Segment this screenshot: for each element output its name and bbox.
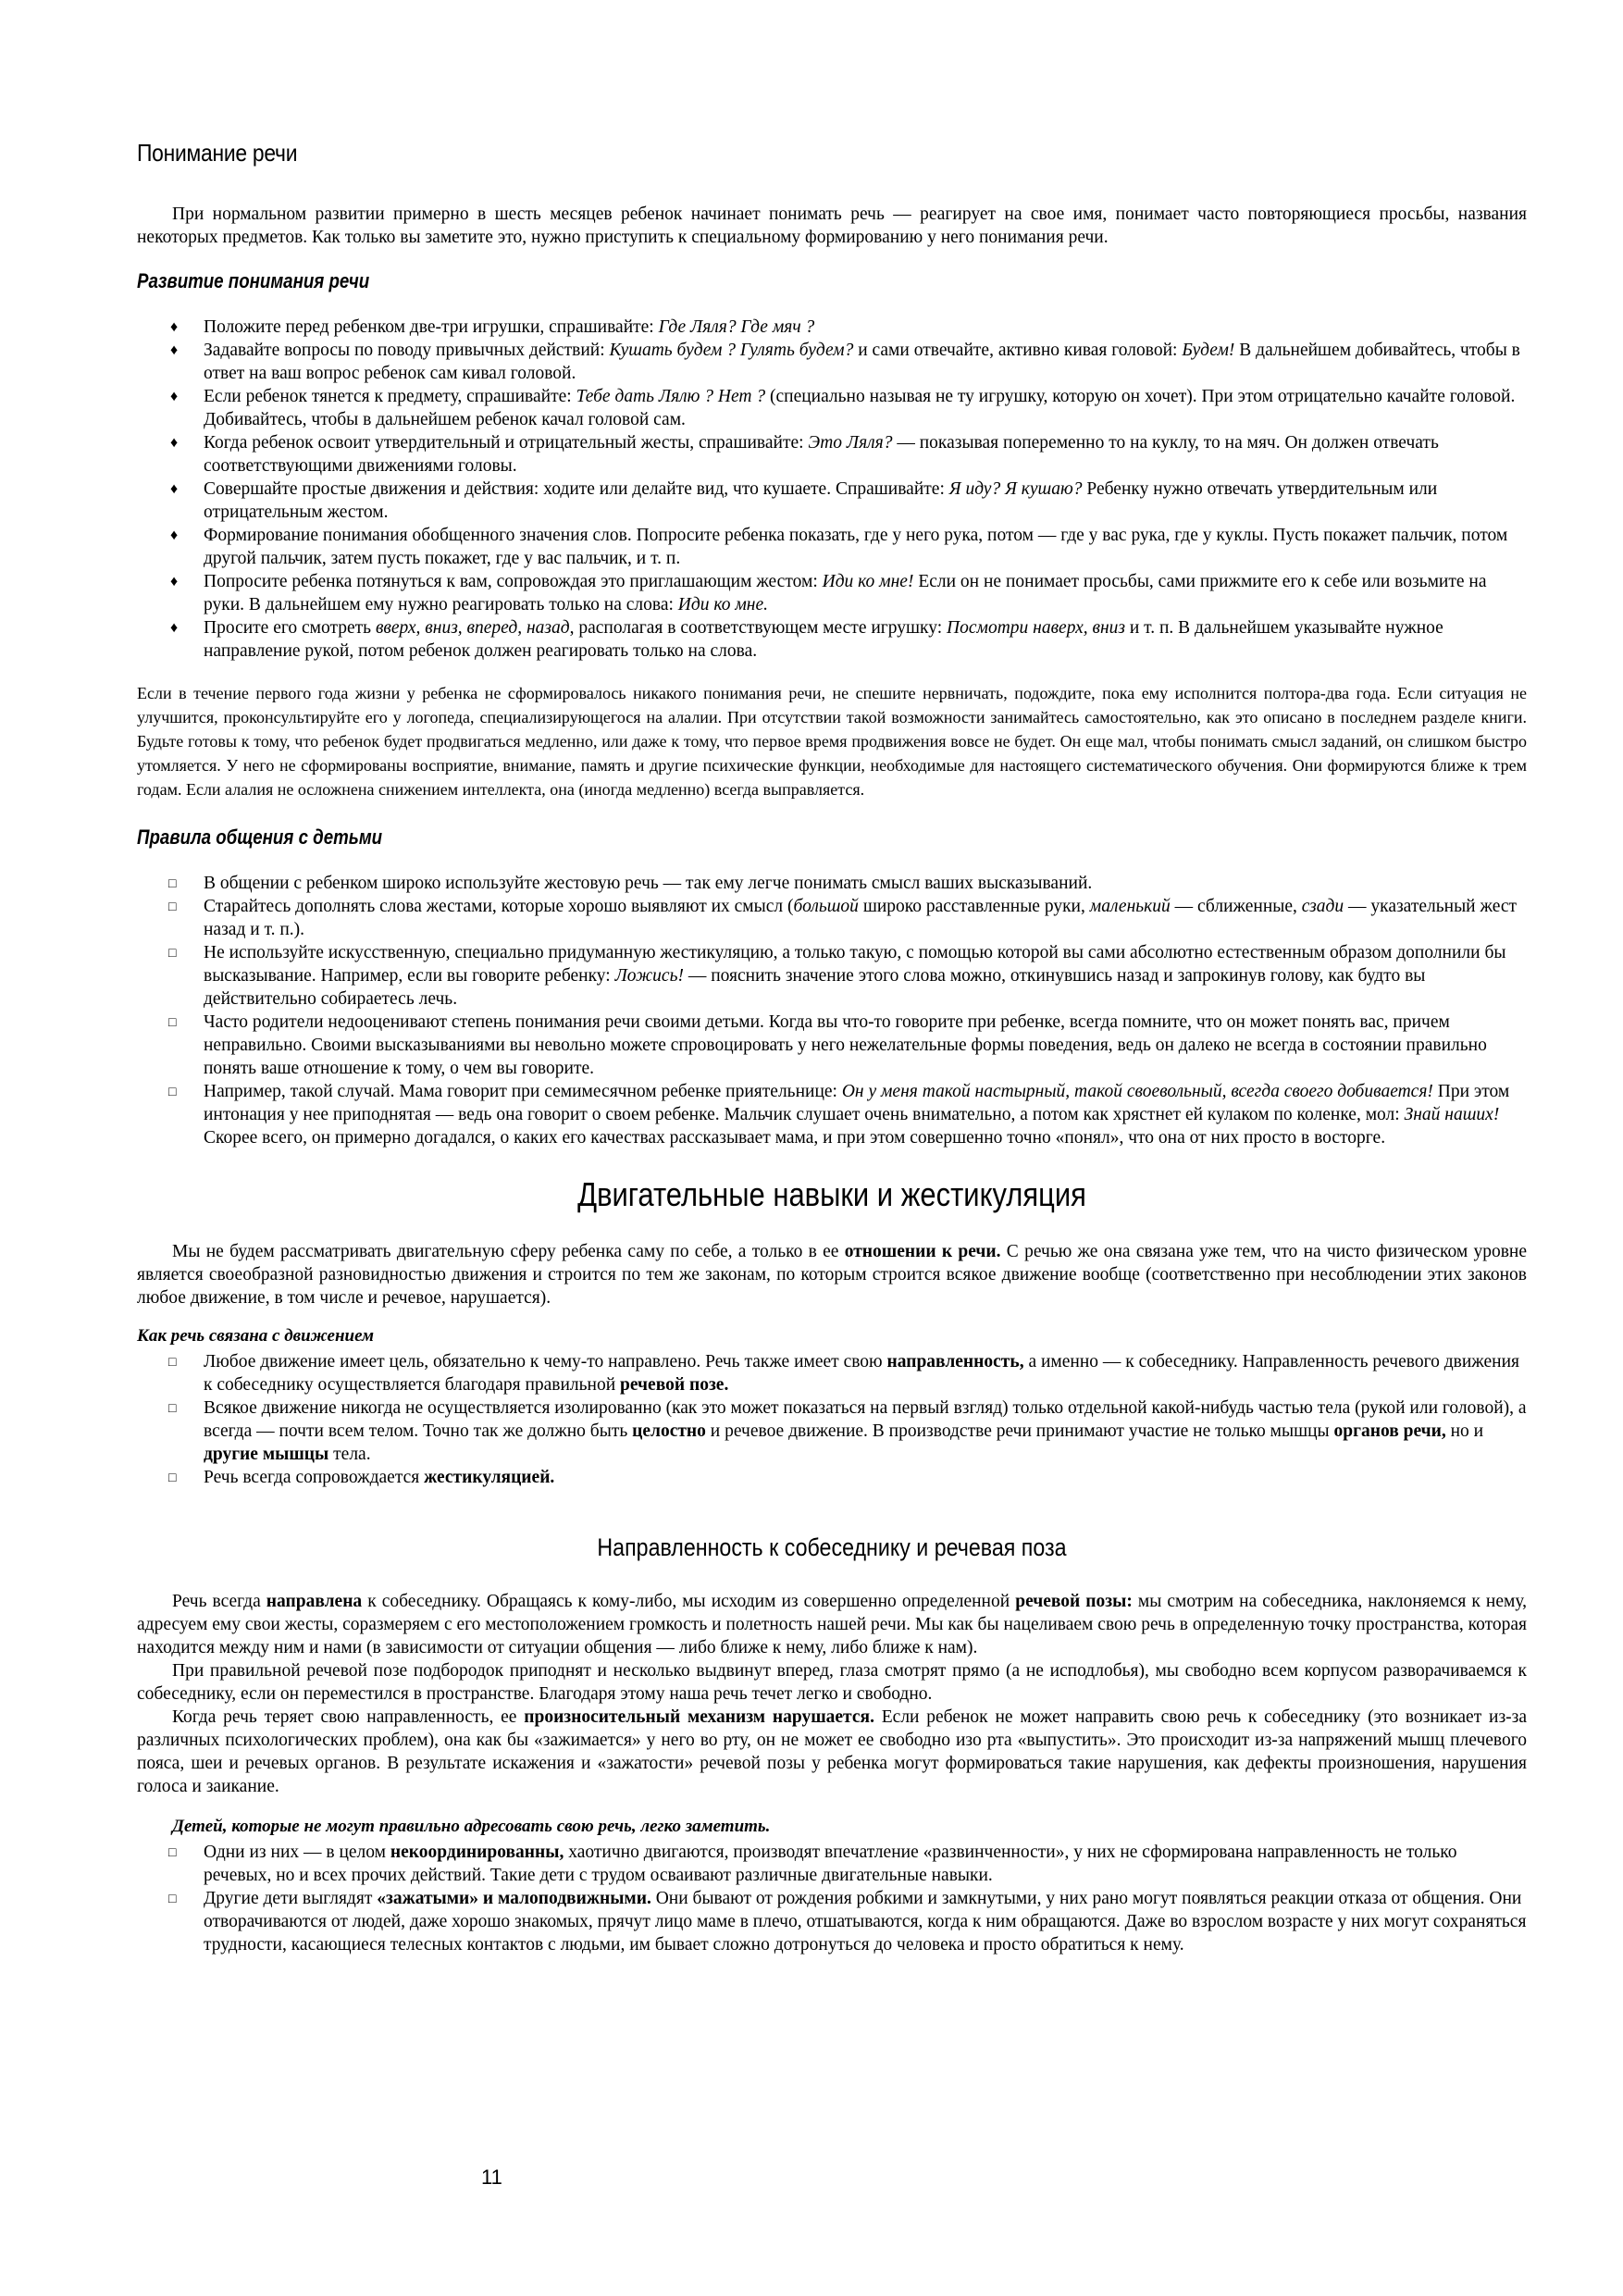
emphasis-text: маленький [1089,897,1171,916]
square-bullet-icon: □ [168,900,177,914]
emphasis-text: большой [793,897,859,916]
text-run: (специально называя не ту игрушку, которую он хочет). При этом отрицательно качайте головой. Добивайтесь, чтобы в дальнейшем ребенок качал головой сам. [204,387,1516,429]
diamond-bullet-icon: ♦ [170,389,179,404]
bold-text: произносительный механизм нарушается. [524,1707,874,1727]
text-run: Часто родители недооценивают степень понимания речи своими детьми. Когда вы что-то говорите при ребенке, всегда помните, что он может понять вас, причем неправильно. Своими высказываниями вы невольно можете спровоцировать у него нежелательные формы поведения, ведь он далеко не всегда в состоянии правильно понять ваше отношение к тому, о чем вы говорите. [204,1012,1487,1078]
list-item [168,1011,1527,1080]
emphasis-text: вверх, вниз, вперед, назад [375,618,570,638]
text-run: Ребенку нужно отвечать утвердительным или отрицательным жестом. [204,479,1438,522]
text-run: В дальнейшем добивайтесь, чтобы в ответ на ваш вопрос ребенок сам кивал головой. [204,341,1520,383]
text-run: Задавайте вопросы по поводу привычных действий: [204,341,610,360]
text-run: мы смотрим на собеседника, наклоняемся к нему, адресуем ему свои жесты, соразмеряем с его местоположением громкость и полетность нашей речи. Мы как бы нацеливаем свою речь в определенную точку пространства, которая находится между ним и нами (в зависимости от ситуации общения — либо ближе к нему, либо ближе к нам). [137,1592,1527,1657]
text-run: При этом интонация у нее приподнятая — ведь она говорит о своем ребенке. Мальчик слушает очень внимательно, а потом как хрястнет ей кулаком по коленке, мол: [204,1082,1510,1124]
document-page [137,139,1527,1979]
text-run: и сами отвечайте, активно кивая головой: [853,341,1183,360]
square-bullet-icon: □ [168,877,177,891]
text-run: Когда ребенок освоит утвердительный и отрицательный жесты, спрашивайте: [204,433,809,453]
square-bullet-icon: □ [168,1893,177,1906]
text-run: — показывая попеременно то на куклу, то на мяч. Он должен отвечать соответствующими движениями головы. [204,433,1439,476]
movement-heading: Как речь связана с движением [137,1326,375,1346]
list-item [170,385,1527,431]
emphasis-text: Я иду? Я кушаю? [948,479,1083,499]
bold-text: органов речи, [1333,1421,1446,1441]
diamond-bullet-icon: ♦ [170,527,179,543]
posture-paragraphs [137,1590,1527,1798]
text-run: Скорее всего, он примерно догадался, о каких его качествах рассказывает мама, и при этом совершенно точно «понял», что она от них просто в восторге. [204,1128,1386,1148]
list-item [168,1080,1527,1149]
text-run: В общении с ребенком широко используйте жестовую речь — так ему легче понимать смысл ваших высказываний. [204,874,1093,893]
text-run: Другие дети выглядят [204,1889,378,1908]
emphasis-text: Тебе дать Лялю ? Нет ? [576,387,766,406]
list-item [170,616,1527,663]
list-item [168,1841,1527,1887]
section-title-posture: Направленность к собеседнику и речевая поза [597,1533,1067,1561]
diamond-bullet-icon: ♦ [170,435,179,451]
emphasis-text: Он у меня такой настырный, такой своевольный, всегда своего добивается! [841,1082,1433,1101]
page-number: 11 [481,2166,502,2189]
square-bullet-icon: □ [168,1086,177,1099]
text-run: Всякое движение никогда не осуществляется изолированно (как это может показаться на первый взгляд) только отдельной какой-нибудь частью тела (рукой или головой), а всегда — почти всем телом. Точно так же должно быть [204,1398,1527,1441]
text-run: тела. [328,1445,371,1464]
text-run: Например, такой случай. Мама говорит при семимесячном ребенке приятельнице: [204,1082,842,1101]
text-run: — пояснить значение этого слова можно, откинувшись назад и запрокинув голову, как будто вы действительно собираетесь лечь. [204,966,1426,1009]
chapter-intro [137,1240,1527,1309]
movement-list [137,1350,1527,1489]
diamond-bullet-icon: ♦ [170,574,179,590]
emphasis-text: Это Ляля? [808,433,893,453]
text-run: — сближенные, [1170,897,1302,916]
text-run: Попросите ребенка потянуться к вам, сопровождая это приглашающим жестом: [204,572,823,591]
text-run: Если ребенок тянется к предмету, спрашивайте: [204,387,576,406]
text-run: Просите его смотреть [204,618,376,638]
list-item [170,524,1527,570]
list-item [168,1887,1527,1956]
text-run: Любое движение имеет цель, обязательно к чему-то направлено. Речь также имеет свою [204,1352,887,1371]
bold-text: некоординированны, [390,1843,564,1862]
text-run: и т. п. В дальнейшем указывайте нужное направление рукой, потом ребенок должен реагировать только на слова. [204,618,1443,661]
square-bullet-icon: □ [168,1402,177,1416]
square-bullet-icon: □ [168,947,177,961]
emphasis-text: Где Ляля? Где мяч ? [658,317,815,337]
text-run: Если ребенок не может направить свою речь к собеседнику (это возникает из-за различных психологических проблем), она как бы «зажимается» у него во рту, он не может ее свободно изо рта «выпустить». Это происходит из-за напряжений мышц плечевого пояса, шеи и речевых органов. В результате искажения и «зажатости» речевой позы у ребенка могут формироваться такие нарушения, как дефекты произношения, нарушения голоса и заикание. [137,1707,1528,1796]
square-bullet-icon: □ [168,1016,177,1030]
text-run: Мы не будем рассматривать двигательную сферу ребенка саму по себе, а только в ее [172,1242,845,1261]
square-bullet-icon: □ [168,1846,177,1860]
list-item [168,895,1527,941]
list-item [168,941,1527,1011]
text-run: а именно — к собеседнику. Направленность речевого движения к собеседнику осуществляется благодаря правильной [204,1352,1519,1395]
bold-text: другие мышцы [204,1445,329,1464]
text-run: Если он не понимает просьбы, сами прижмите его к себе или возьмите на руки. В дальнейшем ему нужно реагировать только на слова: [204,572,1487,614]
bold-text: речевой позе. [620,1375,729,1395]
emphasis-text: Иди ко мне! [822,572,914,591]
alalia-note: Если в течение первого года жизни у ребенка не сформировалось никакого понимания речи, не спешите нервничать, подождите, пока ему исполнится полтора-два года. Если ситуация не улучшится, проконсультируйте его у логопеда, специализирующегося на алалии. При отсутствии такой возможности занимайтесь самостоятельно, как это описано в последнем разделе книги. Будьте готовы к тому, что ребенок будет продвигаться медленно, или даже к тому, что первое время продвижения вовсе не будет. Он еще мал, чтобы понимать смысл заданий, он слишком быстро утомляется. У него не сформированы восприятие, внимание, память и другие психические функции, необходимые для настоящего систематического обучения. Они формируются ближе к трем годам. Если алалия не осложнена снижением интеллекта, она (иногда медленно) всегда выправляется. [137,684,1527,799]
text-run: С речью же она связана уже тем, что на чисто физическом уровне является своеобразной разновидностью движения и строится по тем же законам, по которым строится всякое движение вообще (соответственно при несоблюдении этих законов любое движение, в том числе и речевое, нарушается). [137,1242,1527,1308]
emphasis-text: Знай наших! [1404,1105,1500,1124]
text-run: Старайтесь дополнять слова жестами, которые хорошо выявляют их смысл ( [204,897,794,916]
subsection-title-communication-rules: Правила общения с детьми [137,825,383,849]
text-run: Речь всегда сопровождается [204,1468,425,1487]
text-run: , располагая в соответствующем месте игрушку: [569,618,948,638]
text-run: Речь всегда [172,1592,266,1611]
children-heading: Детей, которые не могут правильно адресовать свою речь, легко заметить. [172,1817,771,1836]
development-list [137,316,1527,663]
square-bullet-icon: □ [168,1471,177,1485]
text-run: Не используйте искусственную, специально придуманную жестикуляцию, а только такую, с помощью которой вы сами абсолютно естественным образом дополнили бы высказывание. Например, если вы говорите ребенку: [204,943,1506,986]
emphasis-text: Посмотри наверх, вниз [947,618,1125,638]
list-item [170,316,1527,339]
text-run: к собеседнику. Обращаясь к кому-либо, мы исходим из совершенно определенной [362,1592,1016,1611]
communication-rules-list [137,872,1527,1149]
text-run: — указательный жест назад и т. п.). [204,897,1518,939]
text-run: и речевое движение. В производстве речи принимают участие не только мышцы [705,1421,1334,1441]
intro-paragraph: При нормальном развитии примерно в шесть месяцев ребенок начинает понимать речь — реагирует на свое имя, понимает часто повторяющиеся просьбы, названия некоторых предметов. Как только вы заметите это, нужно приступить к специальному формированию у него понимания речи. [137,205,1527,247]
bold-text: направлена [266,1592,363,1611]
text-run: Когда речь теряет свою направленность, ее [172,1707,525,1727]
list-item [170,570,1527,616]
text-run: Положите перед ребенком две-три игрушки, спрашивайте: [204,317,659,337]
square-bullet-icon: □ [168,1356,177,1370]
text-run: При правильной речевой позе подбородок приподнят и несколько выдвинут вперед, глаза смотрят прямо (а не исподлобья), мы свободно всем корпусом разворачиваемся к собеседнику, если он переместился в пространстве. Благодаря этому наша речь течет легко и свободно. [137,1661,1527,1704]
diamond-bullet-icon: ♦ [170,319,179,335]
subsection-title-development: Развитие понимания речи [137,269,370,292]
bold-text: речевой позы: [1015,1592,1133,1611]
list-item [170,339,1527,385]
emphasis-text: Ложись! [614,966,684,986]
diamond-bullet-icon: ♦ [170,481,179,497]
emphasis-text: Иди ко мне. [677,595,768,614]
body-paragraph [137,1590,1527,1659]
list-item [170,431,1527,478]
bold-text: отношении к речи. [844,1242,1001,1261]
children-list [137,1841,1527,1956]
emphasis-text: Будем! [1182,341,1235,360]
text-run: Одни из них — в целом [204,1843,390,1862]
emphasis-text: Кушать будем ? Гулять будем? [609,341,854,360]
body-paragraph [137,1659,1527,1706]
body-paragraph [137,1706,1527,1798]
chapter-title: Двигательные навыки и жестикуляция [577,1175,1086,1213]
list-item [168,1396,1527,1466]
list-item [168,1466,1527,1489]
list-item [168,1350,1527,1396]
text-run: Они бывают от рождения робкими и замкнутыми, у них рано могут появляться реакции отказа от общения. Они отворачиваются от людей, даже хорошо знакомых, прячут лицо маме в плечо, отшатываются, когда к ним обращаются. Даже во взрослом возрасте у них могут сохраняться трудности, касающиеся телесных контактов с людьми, им бывает сложно дотронуться до человека и просто обратиться к нему. [204,1889,1527,1955]
bold-text: «зажатыми» и малоподвижными. [377,1889,651,1908]
bold-text: жестикуляцией. [424,1468,555,1487]
emphasis-text: сзади [1301,897,1344,916]
text-run: широко расставленные руки, [858,897,1090,916]
text-run: Совершайте простые движения и действия: ходите или делайте вид, что кушаете. Спрашивайте: [204,479,949,499]
list-item [168,872,1527,895]
bold-text: направленность, [886,1352,1024,1371]
text-run: но и [1445,1421,1484,1441]
bold-text: целостно [632,1421,706,1441]
diamond-bullet-icon: ♦ [170,342,179,358]
text-run: хаотично двигаются, производят впечатление «развинченности», у них не сформирована направленность не только речевых, но и всех прочих действий. Такие дети с трудом осваивают различные двигательные навыки. [204,1843,1457,1885]
section-title-speech-understanding: Понимание речи [137,139,298,167]
text-run: Формирование понимания обобщенного значения слов. Попросите ребенка показать, где у него рука, потом — где у вас рука, где у куклы. Пусть покажет пальчик, потом другой пальчик, затем пусть покажет, где у вас пальчик, и т. п. [204,526,1508,568]
diamond-bullet-icon: ♦ [170,620,179,636]
list-item [170,478,1527,524]
